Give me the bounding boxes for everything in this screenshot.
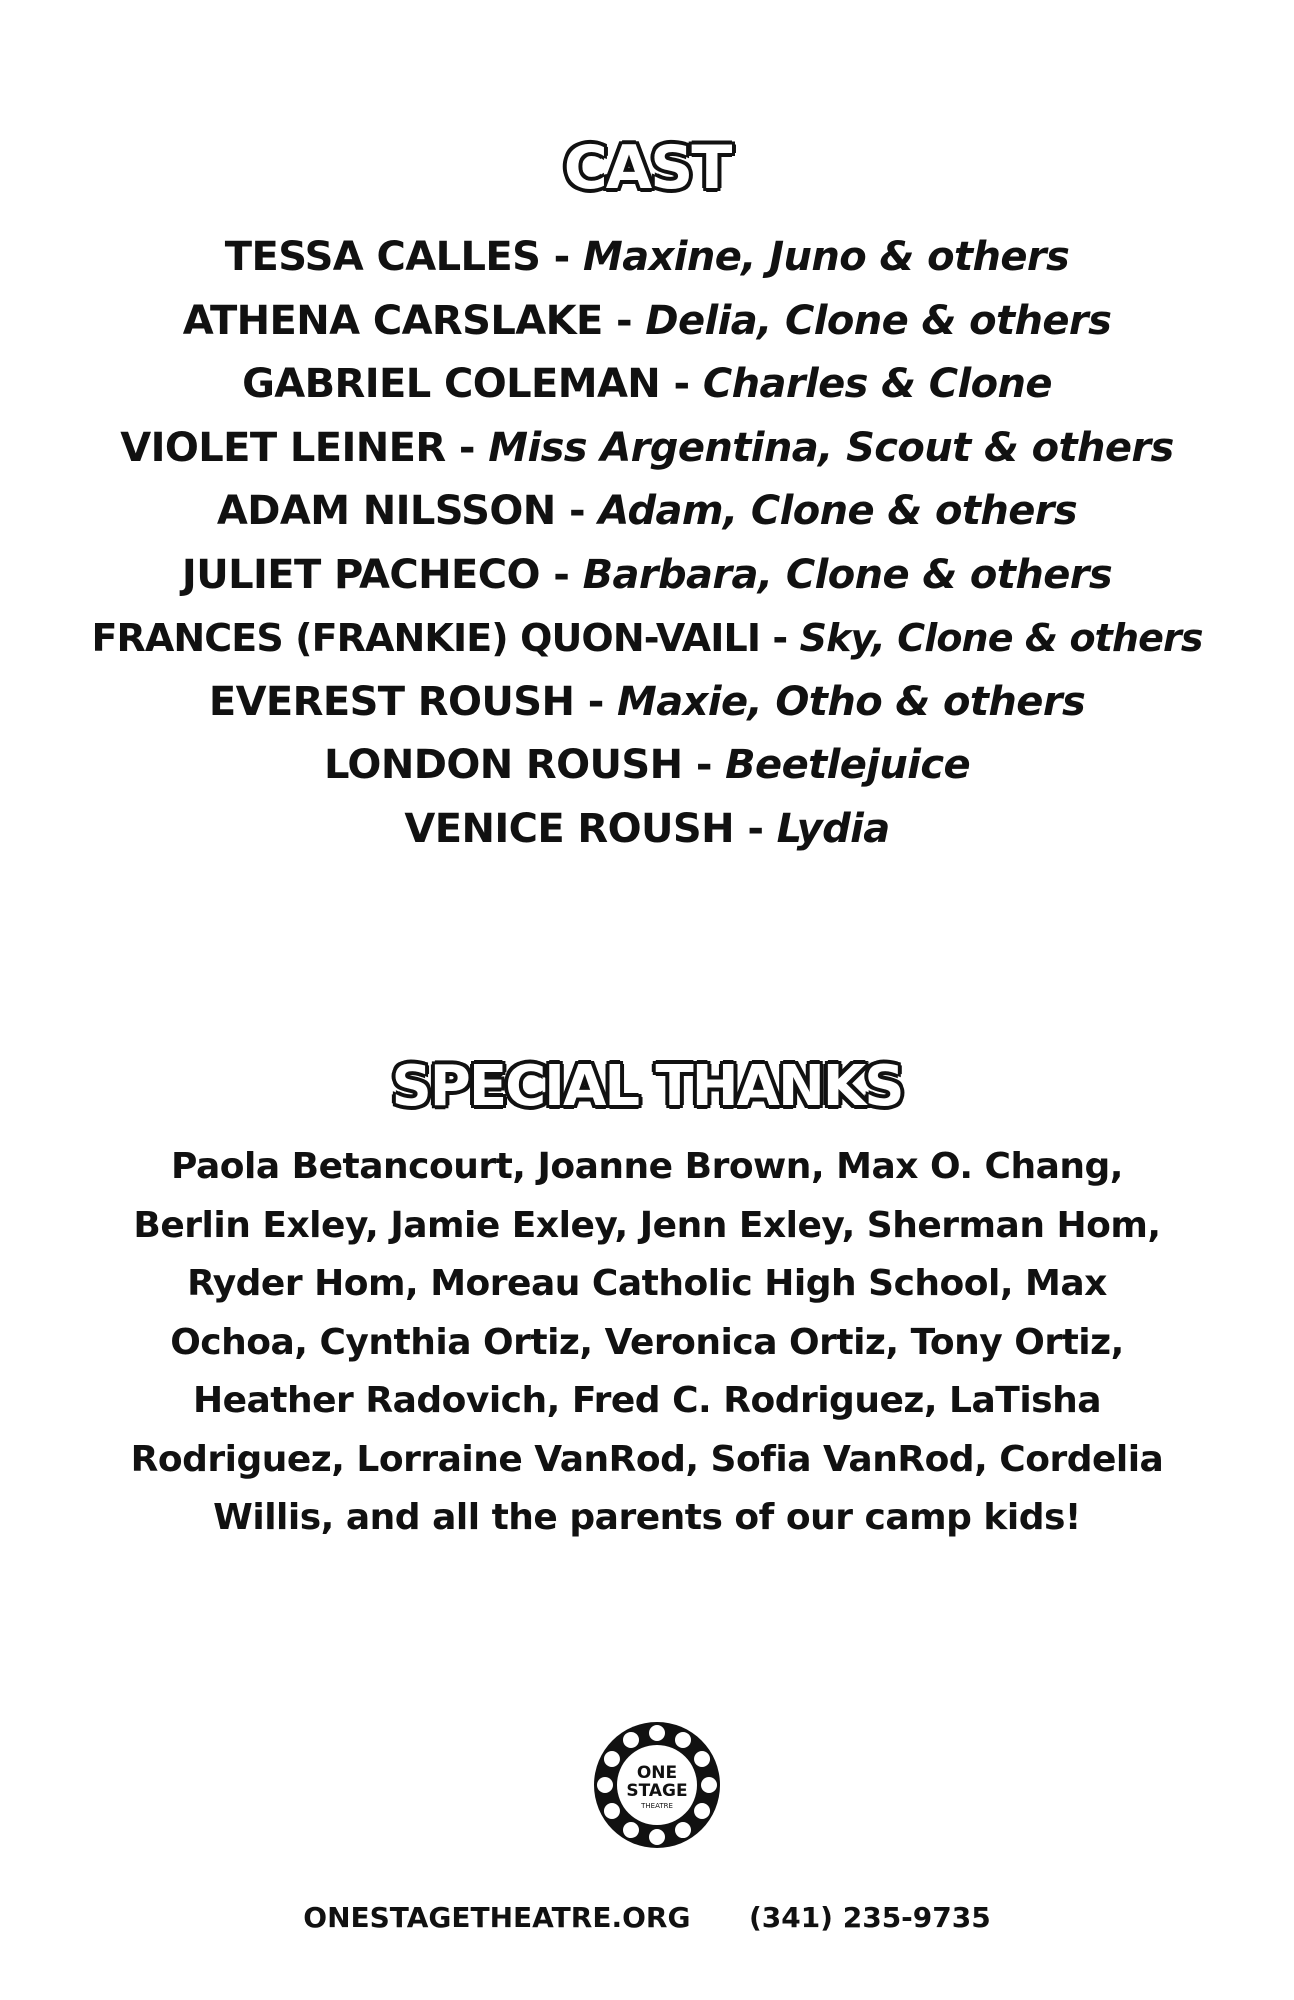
- special-thanks-heading: SPECIAL THANKS: [391, 1054, 903, 1119]
- logo-ring-dot: [701, 1777, 717, 1793]
- phone-number: (341) 235-9735: [748, 1901, 991, 1934]
- cast-separator: -: [445, 424, 489, 471]
- cast-member-name: GABRIEL COLEMAN: [242, 361, 661, 407]
- thanks-line: Paola Betancourt, Joanne Brown, Max O. Chang,: [171, 1146, 1123, 1187]
- thanks-line: Ryder Hom, Moreau Catholic High School, Max: [187, 1263, 1107, 1304]
- footer: [0, 1898, 1294, 1938]
- cast-member-name: ADAM NILSSON: [216, 488, 556, 534]
- cast-separator: -: [682, 742, 726, 788]
- cast-separator: -: [555, 488, 599, 534]
- cast-list: [0, 226, 1294, 861]
- logo-text-theatre: THEATRE: [641, 1802, 673, 1810]
- cast-member-roles: Delia, Clone & others: [645, 297, 1112, 344]
- logo-ring-dot: [649, 1829, 665, 1845]
- cast-heading: CAST: [563, 133, 731, 203]
- cast-member-name: TESSA CALLES: [224, 234, 541, 280]
- thanks-line: Heather Radovich, Fred C. Rodriguez, LaTisha: [192, 1380, 1102, 1421]
- cast-member: [0, 417, 1294, 481]
- thanks-line: Berlin Exley, Jamie Exley, Jenn Exley, Sherman Hom,: [133, 1204, 1161, 1246]
- cast-separator: -: [734, 805, 777, 852]
- logo-ring-dot: [694, 1803, 710, 1819]
- thanks-line: Willis, and all the parents of our camp kids!: [213, 1497, 1081, 1538]
- cast-member-roles: Charles & Clone: [702, 361, 1052, 407]
- cast-member: [0, 353, 1294, 417]
- cast-member: [0, 671, 1294, 735]
- cast-member-roles: Adam, Clone & others: [598, 488, 1078, 534]
- logo-ring-dot: [597, 1777, 613, 1793]
- cast-member-roles: Beetlejuice: [725, 742, 971, 788]
- cast-member-name: FRANCES (FRANKIE) QUON-VAILI: [91, 616, 761, 660]
- website-link[interactable]: ONESTAGETHEATRE.ORG: [303, 1901, 691, 1934]
- cast-member-roles: Barbara, Clone & others: [582, 551, 1113, 598]
- thanks-line: Rodriguez, Lorraine VanRod, Sofia VanRod, Cordelia: [130, 1438, 1164, 1480]
- logo-ring-dot: [694, 1751, 710, 1767]
- cast-member-name: EVEREST ROUSH: [208, 678, 575, 725]
- logo-text-stage: STAGE: [626, 1781, 688, 1801]
- cast-member: [0, 480, 1294, 544]
- logo-ring-dot: [675, 1822, 691, 1838]
- logo-ring-dot: [604, 1803, 620, 1819]
- cast-member: [0, 544, 1294, 608]
- cast-member-roles: Miss Argentina, Scout & others: [488, 424, 1174, 471]
- cast-member: [0, 734, 1294, 798]
- cast-separator: -: [660, 361, 703, 407]
- cast-member-roles: Sky, Clone & others: [799, 616, 1203, 660]
- cast-member-name: JULIET PACHECO: [181, 551, 540, 598]
- cast-member-name: VENICE ROUSH: [404, 805, 734, 852]
- logo-text-one: ONE: [636, 1763, 678, 1783]
- logo-ring-dot: [604, 1751, 620, 1767]
- logo-ring-dot: [649, 1725, 665, 1741]
- logo-ring-dot: [675, 1732, 691, 1748]
- cast-separator: -: [602, 297, 646, 344]
- cast-member-roles: Lydia: [776, 805, 890, 852]
- cast-separator: -: [574, 678, 618, 725]
- logo-ring-dot: [623, 1822, 639, 1838]
- cast-separator: -: [760, 616, 800, 660]
- cast-member: [0, 798, 1294, 862]
- cast-member-roles: Maxie, Otho & others: [617, 678, 1086, 725]
- special-thanks-text: [100, 1138, 1194, 1548]
- thanks-line: Ochoa, Cynthia Ortiz, Veronica Ortiz, Tony Ortiz,: [170, 1321, 1124, 1363]
- cast-member-name: VIOLET LEINER: [120, 424, 446, 471]
- cast-member-roles: Maxine, Juno & others: [582, 234, 1070, 280]
- logo-ring-dot: [623, 1732, 639, 1748]
- cast-member-name: LONDON ROUSH: [323, 742, 683, 788]
- cast-member: [0, 290, 1294, 354]
- cast-member: [0, 226, 1294, 290]
- cast-member: [0, 607, 1294, 671]
- cast-separator: -: [540, 234, 583, 280]
- cast-member-name: ATHENA CARSLAKE: [182, 297, 603, 344]
- cast-separator: -: [539, 551, 583, 598]
- one-stage-theatre-logo: [592, 1720, 722, 1850]
